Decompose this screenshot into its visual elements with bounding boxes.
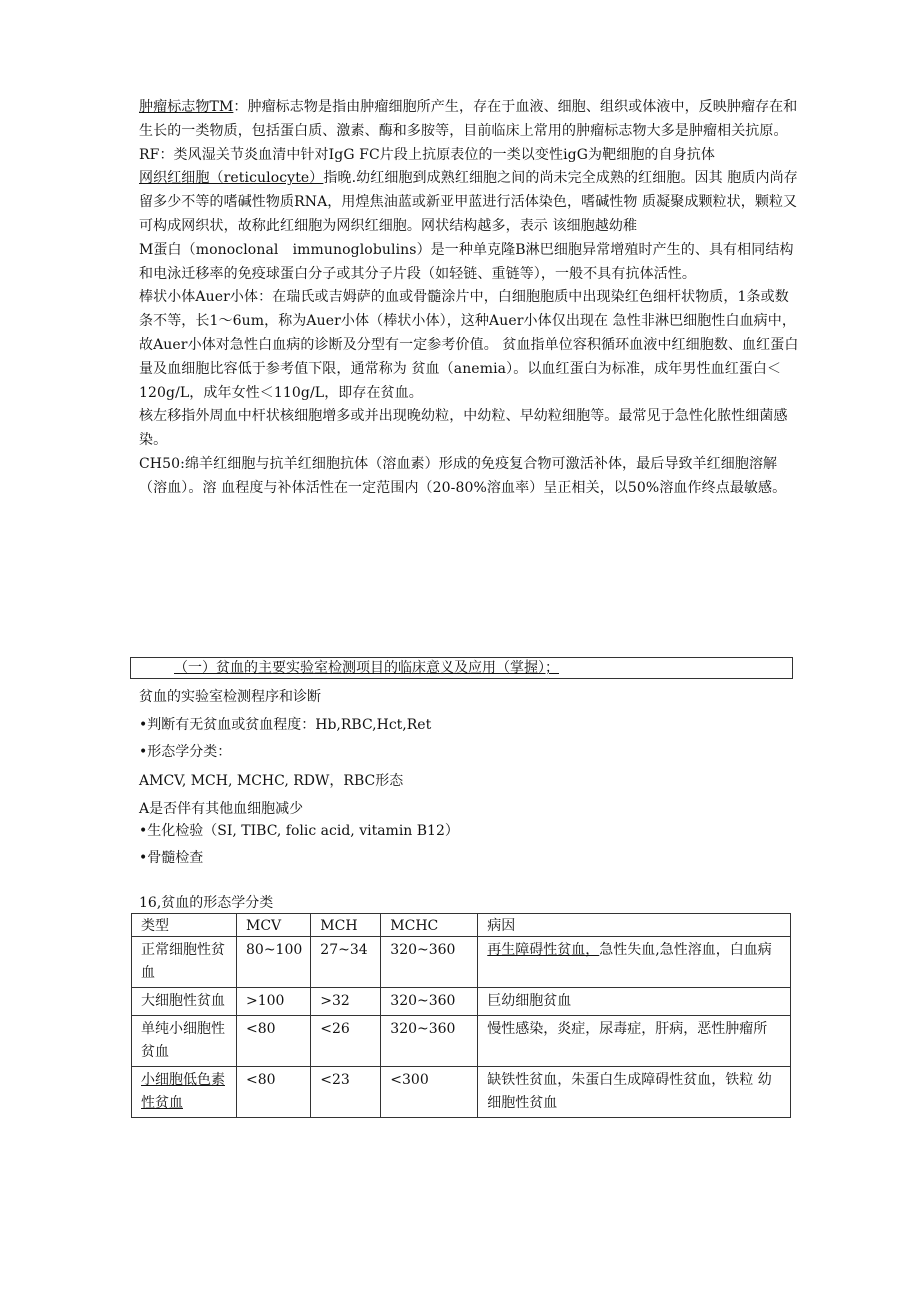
reticulocyte-term: 网织红细胞（reticulocyte） [139,170,324,187]
cell-type: 正常细胞性贫血 [132,937,237,988]
table-row [132,988,791,1016]
cell-mchc: 320~360 [381,988,478,1016]
left-shift-definition: 核左移指外周血中杆状核细胞增多或并出现晚幼粒，中幼粒、早幼粒细胞等。最常见于急性化脓性细菌感染。 [139,408,788,449]
cell-mcv: <80 [237,1067,311,1118]
cell-cause: 慢性感染，炎症，尿毒症，肝病，恶性肿瘤所 [478,1016,791,1067]
section-heading-box [130,657,793,679]
cause-underlined: 再生障碍性贫血， [487,942,600,958]
definitions-section [139,96,799,501]
cell-cause: 巨幼细胞贫血 [478,988,791,1016]
cell-type: 大细胞性贫血 [132,988,237,1016]
section-heading: （一）贫血的主要实验室检测项目的临床意义及应用（掌握）； [174,660,559,676]
anemia-morphology-table [131,913,791,1118]
table-row [132,937,791,988]
header-cause: 病因 [478,914,791,937]
cell-mch: 27~34 [311,937,381,988]
cell-mcv: <80 [237,1016,311,1067]
tm-term: 肿瘤标志物TM [139,99,234,115]
header-mch: MCH [311,914,381,937]
anemia-step-2: •形态学分类： [139,744,232,760]
anemia-steps-title: 贫血的实验室检测程序和诊断 [139,689,321,705]
anemia-step-5: •生化检验（SI, TIBC, folic acid, vitamin B12） [139,823,459,839]
cell-mchc: <300 [381,1067,478,1118]
table-row [132,1016,791,1067]
cell-mchc: 320~360 [381,937,478,988]
cell-type-text: 小细胞低色素性贫血 [141,1072,225,1111]
tm-definition [139,96,799,144]
cell-type: 单纯小细胞性贫血 [132,1016,237,1067]
cell-type [132,1067,237,1118]
header-mchc: MCHC [381,914,478,937]
anemia-step-6: •骨髓检查 [139,850,204,866]
cell-mcv: 80~100 [237,937,311,988]
anemia-step-3: AMCV, MCH, MCHC, RDW，RBC形态 [139,773,404,789]
reticulocyte-text: 指晚.幼红细胞到成熟红细胞之间的尚未完全成熟的红细胞。因其 胞质内尚存留多少不等的嗜碱性物质RNA，用煌焦油蓝或新亚甲蓝进行活体染色，嗜碱性物 质凝聚成颗粒状，颗粒又可构成网织状，故称此红细胞为网织红细胞。网状结构越多，表示 该细胞越幼稚 [139,170,798,234]
cause-text: 急性失血,急性溶血，白血病 [599,942,772,958]
cell-cause: 缺铁性贫血，朱蛋白生成障碍性贫血，铁粒 幼细胞性贫血 [478,1067,791,1118]
cell-mcv: >100 [237,988,311,1016]
table-header-row [132,914,791,937]
cell-mch: >32 [311,988,381,1016]
cell-mch: <26 [311,1016,381,1067]
header-type: 类型 [132,914,237,937]
cell-mch: <23 [311,1067,381,1118]
m-protein-definition: M蛋白（monoclonal immunoglobulins）是一种单克隆B淋巴细胞异常增殖时产生的、具有相同结构和电泳迁移率的免疫球蛋白分子或其分子片段（如轻链、重链等），一般不具有抗体活性。 [139,241,794,282]
anemia-step-4: A是否伴有其他血细胞减少 [139,801,304,817]
auer-body-definition: 棒状小体Auer小体：在瑞氏或吉姆萨的血或骨髓涂片中，白细胞胞质中出现染红色细杆状物质，1条或数条不等，长1～6um，称为Auer小体（棒状小体），这种Auer小体仅出现在 急性非淋巴细胞性白血病中，故Auer小体对急性白血病的诊断及分型有一定参考价值。 贫血指单位容积循环血液中红细胞数、血红蛋白量及血细胞比容低于参考值下限，通常称为 贫血（anemia）。以血红蛋白为标准，成年男性血红蛋白＜120g/L，成年女性＜110g/L，即存在贫血。 [139,289,799,401]
rf-definition: RF：类风湿关节炎血清中针对IgG FC片段上抗原表位的一类以变性igG为靶细胞的自身抗体 [139,146,715,163]
anemia-step-1: •判断有无贫血或贫血程度：Hb,RBC,Hct,Ret [139,717,432,733]
table-row [132,1067,791,1118]
reticulocyte-definition [139,167,799,238]
ch50-definition: CH50:绵羊红细胞与抗羊红细胞抗体（溶血素）形成的免疫复合物可激活补体，最后导致羊红细胞溶解（溶血）。溶 血程度与补体活性在一定范围内（20-80%溶血率）呈正相关，以50%溶血作终点最敏感。 [139,455,787,496]
cell-mchc: 320~360 [381,1016,478,1067]
header-mcv: MCV [237,914,311,937]
tm-text: ：肿瘤标志物是指由肿瘤细胞所产生，存在于血液、细胞、组织或体液中，反映肿瘤存在和生长的一类物质，包括蛋白质、激素、酶和多胺等，目前临床上常用的肿瘤标志物大多是肿瘤相关抗原。 [139,99,798,139]
table-title: 16,贫血的形态学分类 [139,895,274,911]
cell-cause [478,937,791,988]
